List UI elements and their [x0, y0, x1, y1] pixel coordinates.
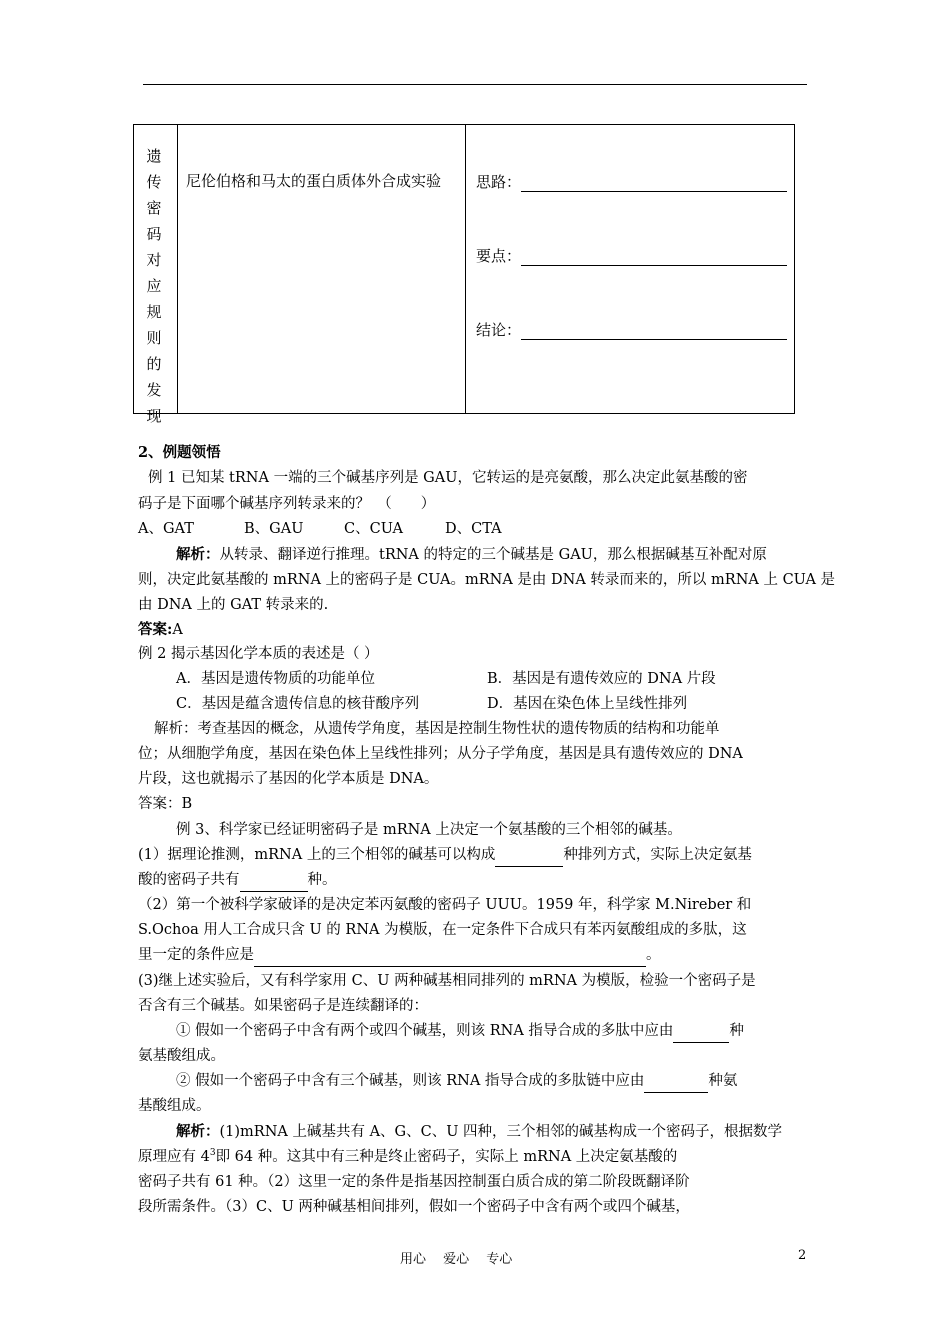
blank-line[interactable]	[495, 851, 563, 867]
ex3-part2: （2）第一个被科学家破译的是决定苯丙氨酸的密码子 UUU。1959 年，科学家 M.Nireber 和	[138, 897, 752, 913]
ex1-option-c: C、CUA	[344, 521, 403, 537]
ex2-answer: 答案：B	[138, 796, 193, 812]
ex2-option-a: A．基因是遗传物质的功能单位	[176, 671, 375, 687]
ex2-explanation: 解析：考查基因的概念，从遗传学角度，基因是控制生物性状的遗传物质的结构和功能单	[154, 721, 720, 737]
ex3-sub2-cont: 基酸组成。	[138, 1098, 211, 1114]
ex1-explanation-cont: 则，决定此氨基酸的 mRNA 上的密码子是 CUA。mRNA 是由 DNA 转录而来的，所以 mRNA 上 CUA 是	[138, 572, 836, 588]
ex3-part3: (3)继上述实验后，又有科学家用 C、U 两种碱基相同排列的 mRNA 为模版，检验一个密码子是	[138, 973, 756, 989]
fill-in-cell	[466, 125, 794, 413]
blank-line[interactable]	[240, 876, 308, 892]
ex3-sub1: ① 假如一个密码子中含有两个或四个碱基，则该 RNA 指导合成的多肽中应由 种	[176, 1019, 744, 1043]
header-rule	[143, 84, 807, 85]
row-label-char: 的	[146, 355, 162, 373]
ex1-explanation-end: 由 DNA 上的 GAT 转录来的.	[138, 597, 329, 613]
field-thinking: 思路：	[476, 171, 787, 192]
ex3-part3-cont: 否含有三个碱基。如果密码子是连续翻译的：	[138, 998, 428, 1014]
blank-line[interactable]	[644, 1077, 708, 1093]
field-conclusion: 结论：	[476, 319, 787, 340]
row-label-cell	[134, 125, 178, 425]
ex1-question-cont: 码子是下面哪个碱基序列转录来的？ （ ）	[138, 496, 436, 512]
row-label-vertical	[144, 143, 164, 429]
ex3-sub1-cont: 氨基酸组成。	[138, 1048, 225, 1064]
row-label-char: 应	[146, 277, 162, 295]
ex3-part2-end: 里一定的条件应是 。	[138, 943, 661, 967]
ex3-explanation: 解析：(1)mRNA 上碱基共有 A、G、C、U 四种，三个相邻的碱基构成一个密码子，根据数学	[176, 1123, 783, 1140]
ex3-sub2: ② 假如一个密码子中含有三个碱基，则该 RNA 指导合成的多肽链中应由 种氨	[176, 1069, 737, 1093]
ex2-option-b: B．基因是有遗传效应的 DNA 片段	[487, 671, 716, 687]
row-label-char: 则	[146, 329, 162, 347]
blank-line[interactable]	[521, 249, 787, 266]
discovery-table	[133, 124, 795, 425]
experiment-cell	[178, 125, 466, 413]
ex1-question: 例 1 已知某 tRNA 一端的三个碱基序列是 GAU，它转运的是亮氨酸，那么决定此氨基酸的密	[148, 470, 748, 486]
row-label-char: 遗	[146, 147, 162, 165]
ex2-option-c: C．基因是蕴含遗传信息的核苷酸序列	[176, 696, 420, 712]
ex2-explanation-end: 片段，这也就揭示了基因的化学本质是 DNA。	[138, 771, 439, 787]
row-label-char: 规	[146, 303, 162, 321]
ex3-part1-cont: 酸的密码子共有 种。	[138, 868, 337, 892]
ex3-intro: 例 3、科学家已经证明密码子是 mRNA 上决定一个氨基酸的三个相邻的碱基。	[176, 822, 682, 838]
row-label-char: 现	[146, 407, 162, 425]
row-label-char: 发	[146, 381, 162, 399]
experiment-name: 尼伦伯格和马太的蛋白质体外合成实验	[186, 172, 442, 190]
row-label-char: 码	[146, 225, 162, 243]
ex2-option-d: D．基因在染色体上呈线性排列	[487, 696, 688, 712]
blank-line[interactable]	[521, 175, 787, 192]
ex3-explanation-cont: 原理应有 $4^3$即 64 种。这其中有三种是终止密码子，实际上 mRNA 上决定氨基酸的	[138, 1148, 678, 1165]
ex3-explanation-cont2: 密码子共有 61 种。（2）这里一定的条件是指基因控制蛋白质合成的第二阶段既翻译阶	[138, 1174, 690, 1190]
page-number: 2	[798, 1248, 807, 1263]
ex1-option-a: A、GAT	[138, 521, 194, 537]
ex1-explanation: 解析：从转录、翻译逆行推理。tRNA 的特定的三个碱基是 GAU，那么根据碱基互补配对原	[176, 546, 767, 563]
blank-line[interactable]	[521, 323, 787, 340]
blank-line[interactable]	[673, 1027, 729, 1043]
row-label-char: 传	[146, 173, 162, 191]
row-label-char: 密	[146, 199, 162, 217]
ex2-explanation-cont: 位；从细胞学角度，基因在染色体上呈线性排列；从分子学角度，基因是具有遗传效应的 DNA	[138, 746, 743, 762]
field-keypoints: 要点：	[476, 245, 787, 266]
ex3-part2-cont: S.Ochoa 用人工合成只含 U 的 RNA 为模版，在一定条件下合成只有苯丙氨酸组成的多肽，这	[138, 922, 747, 938]
ex3-explanation-cont3: 段所需条件。（3）C、U 两种碱基相间排列，假如一个密码子中含有两个或四个碱基，	[138, 1199, 690, 1215]
row-label-char: 对	[146, 251, 162, 269]
blank-line[interactable]	[254, 951, 646, 967]
section-title: 2、例题领悟	[138, 444, 221, 461]
ex3-part1: (1）据理论推测，mRNA 上的三个相邻的碱基可以构成 种排列方式，实际上决定氨基	[138, 843, 752, 867]
footer-motto: 用心 爱心 专心	[400, 1252, 513, 1267]
ex1-option-d: D、CTA	[445, 521, 502, 537]
ex1-answer: 答案:A	[138, 621, 183, 638]
ex2-question: 例 2 揭示基因化学本质的表述是（ ）	[138, 646, 379, 662]
ex1-option-b: B、GAU	[244, 521, 304, 537]
